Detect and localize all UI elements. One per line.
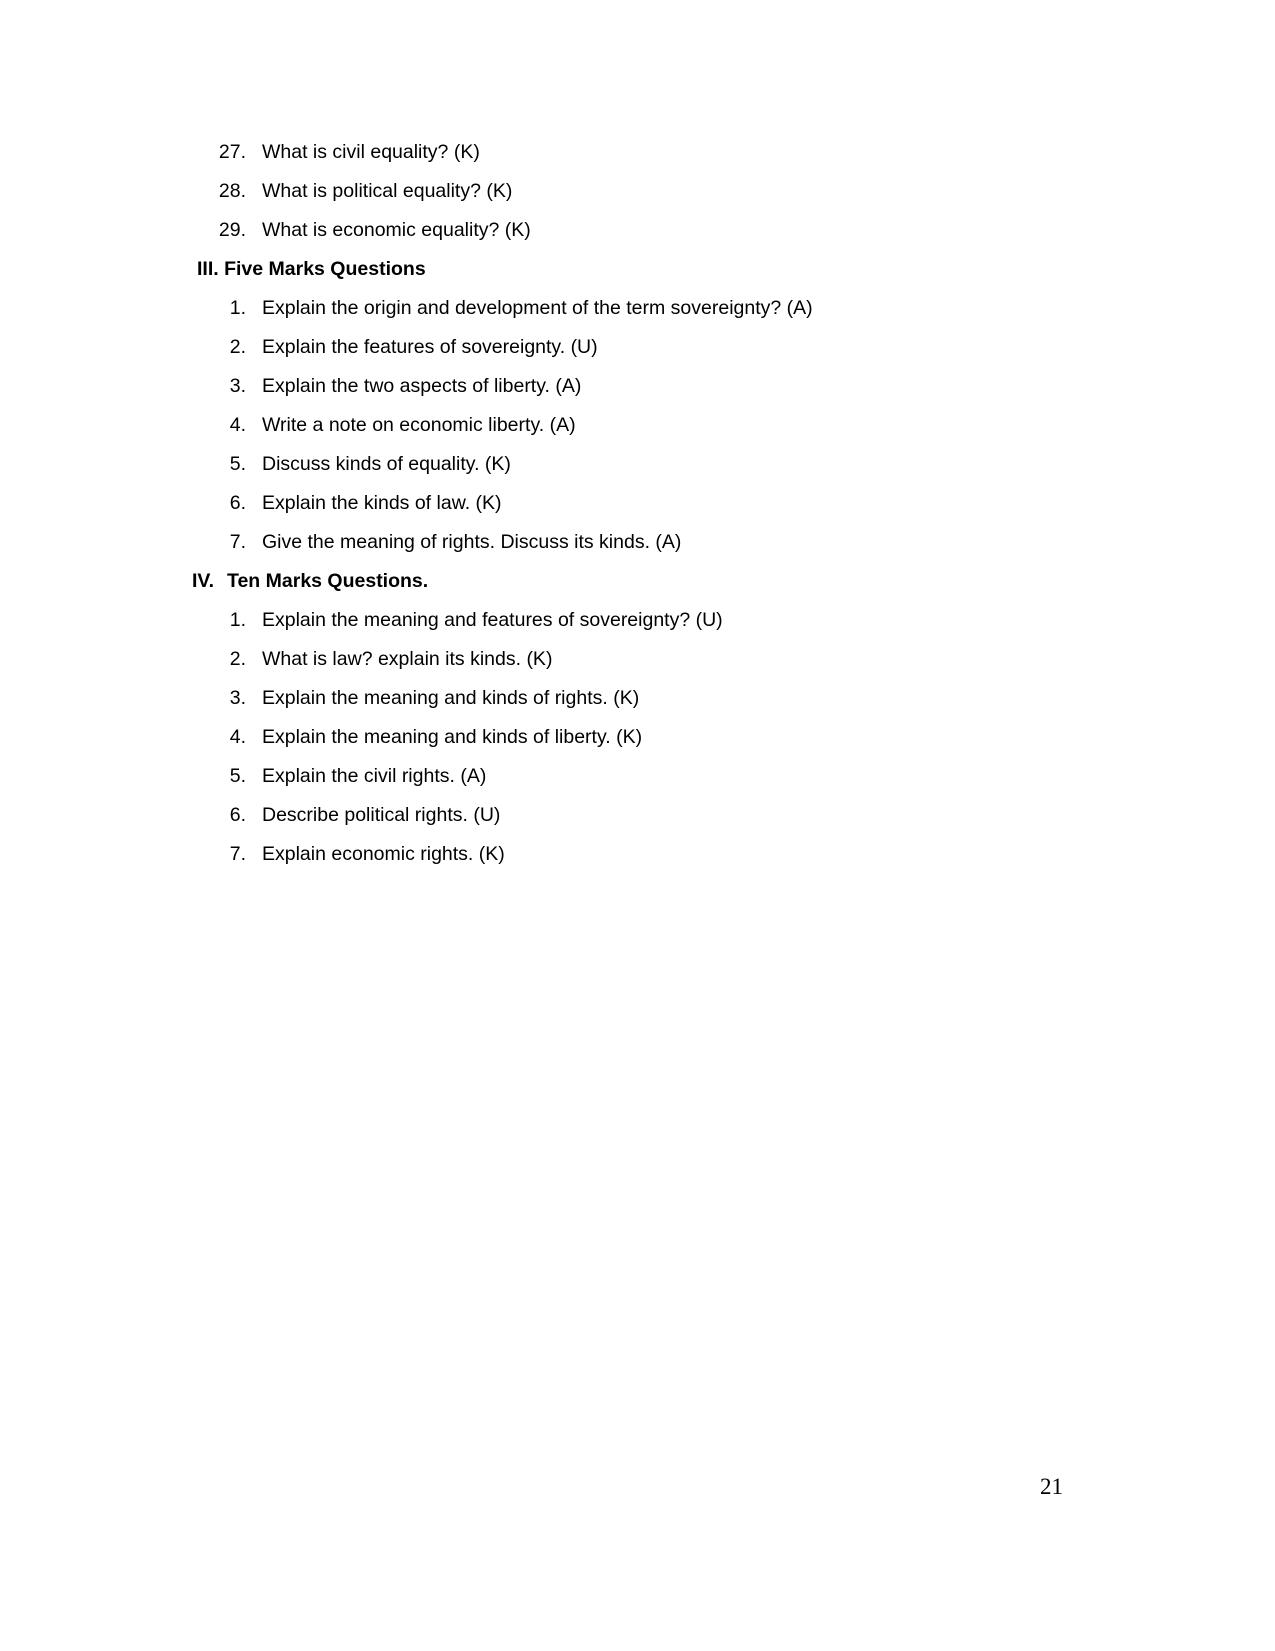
question-text: Discuss kinds of equality. (K) bbox=[262, 453, 511, 475]
question-text: Give the meaning of rights. Discuss its kinds. (A) bbox=[262, 531, 682, 553]
question-number: 7. bbox=[229, 843, 246, 865]
page-number: 21 bbox=[1040, 1474, 1063, 1499]
question-text: What is civil equality? (K) bbox=[262, 141, 480, 163]
question-number: 3. bbox=[229, 375, 246, 397]
question-number: 4. bbox=[229, 414, 246, 436]
question-number: 3. bbox=[229, 687, 246, 709]
question-text: Explain economic rights. (K) bbox=[262, 843, 505, 865]
question-number: 2. bbox=[229, 648, 246, 670]
question-number: 1. bbox=[229, 609, 246, 631]
question-text: Explain the meaning and features of sovereignty? (U) bbox=[262, 609, 723, 631]
question-text: Explain the meaning and kinds of liberty. (K) bbox=[262, 726, 643, 748]
question-number: 5. bbox=[229, 453, 246, 475]
section-iii-heading: III. Five Marks Questions bbox=[197, 258, 426, 280]
question-text: Explain the meaning and kinds of rights. (K) bbox=[262, 687, 640, 709]
question-number: 6. bbox=[229, 492, 246, 514]
question-number: 5. bbox=[229, 765, 246, 787]
question-text: Explain the features of sovereignty. (U) bbox=[262, 336, 598, 358]
section-iv-heading-number: IV. bbox=[192, 570, 215, 592]
question-number: 6. bbox=[229, 804, 246, 826]
question-text: Explain the civil rights. (A) bbox=[262, 765, 487, 787]
section-iv-heading-text: Ten Marks Questions. bbox=[227, 570, 429, 592]
question-text: Explain the two aspects of liberty. (A) bbox=[262, 375, 582, 397]
question-text: Write a note on economic liberty. (A) bbox=[262, 414, 576, 436]
question-number: 27. bbox=[218, 141, 246, 163]
question-number: 29. bbox=[218, 219, 246, 241]
question-text: What is economic equality? (K) bbox=[262, 219, 531, 241]
question-number: 2. bbox=[229, 336, 246, 358]
question-text: What is law? explain its kinds. (K) bbox=[262, 648, 553, 670]
question-number: 7. bbox=[229, 531, 246, 553]
question-text: Describe political rights. (U) bbox=[262, 804, 501, 826]
question-text: What is political equality? (K) bbox=[262, 180, 513, 202]
question-text: Explain the origin and development of the term sovereignty? (A) bbox=[262, 297, 813, 319]
question-text: Explain the kinds of law. (K) bbox=[262, 492, 502, 514]
question-number: 28. bbox=[218, 180, 246, 202]
question-number: 1. bbox=[229, 297, 246, 319]
question-number: 4. bbox=[229, 726, 246, 748]
